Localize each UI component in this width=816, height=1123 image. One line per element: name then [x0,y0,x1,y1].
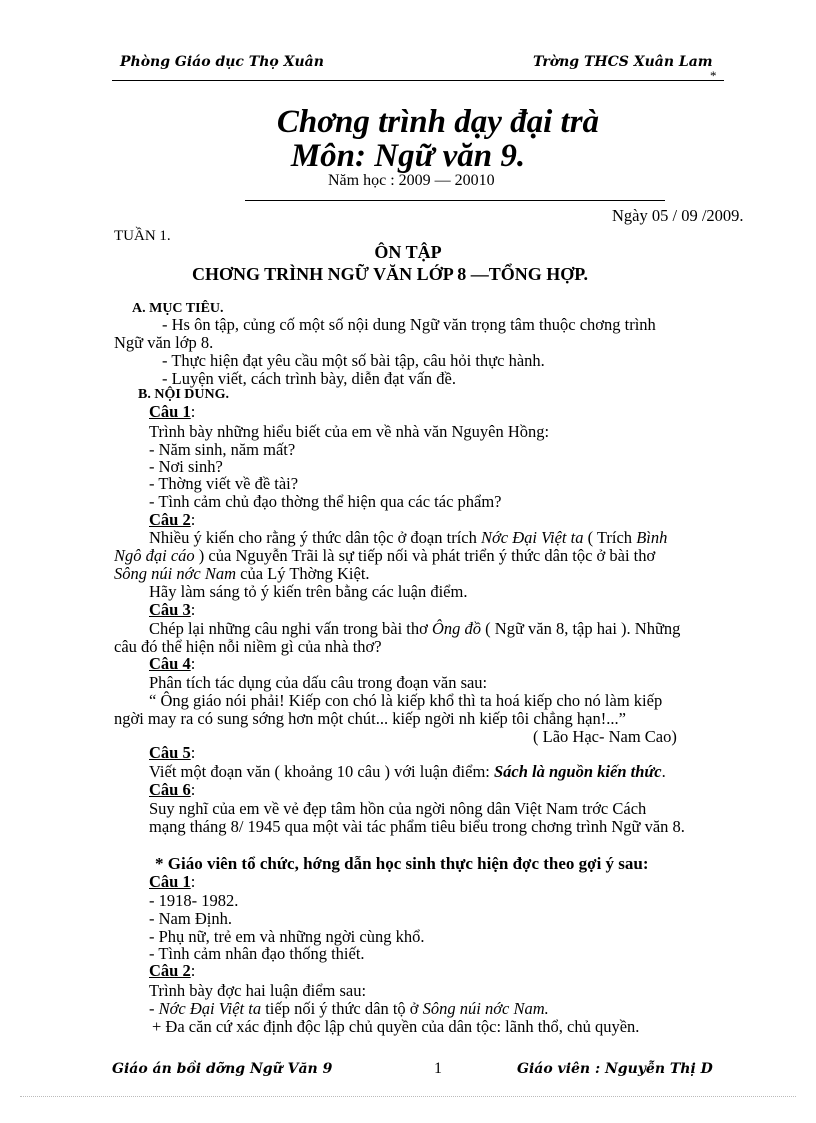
question-5-label: Câu 5: [149,743,196,762]
question-2-line-2: Ngô đại cáo ) của Nguyễn Trãi là sự tiếp nối và phát triển ý thức dân tộc ở bài thơ [114,546,656,565]
header-right: Trờng THCS Xuân Lam [533,54,713,70]
answer-2-line: + Đa căn cứ xác định độc lập chủ quyền của dân tộc: lãnh thổ, chủ quyền. [152,1017,640,1036]
section-a-heading: A. MỤC TIÊU. [132,301,224,316]
page-number: 1 [434,1060,442,1077]
lesson-subtitle: CHƠNG TRÌNH NGỮ VĂN LỚP 8 —TỔNG HỢP. [192,264,589,284]
doc-title: Chơng trình dạy đại trà [276,104,600,140]
question-2-line-4: Hãy làm sáng tỏ ý kiến trên bằng các luận điểm. [149,582,468,601]
question-4-label: Câu 4: [149,654,196,673]
question-6-label: Câu 6: [149,780,196,799]
question-1-intro: Trình bày những hiểu biết của em về nhà văn Nguyên Hồng: [149,422,550,441]
school-year: Năm học : 2009 — 20010 [328,172,495,189]
objective-3: - Luyện viết, cách trình bày, diễn đạt vấn đề. [162,369,456,388]
objective-1: - Hs ôn tập, củng cố một số nội dung Ngữ văn trọng tâm thuộc chơng trình [162,315,656,334]
objective-1-cont: Ngữ văn lớp 8. [114,333,214,352]
question-2-label: Câu 2: [149,510,196,529]
answer-2-line: - Nớc Đại Việt ta tiếp nối ý thức dân tộ ở Sông núi nớc Nam. [149,999,549,1018]
answer-1-line: - 1918- 1982. [149,891,239,910]
footer-left: Giáo án bồi dỡng Ngữ Văn 9 [112,1061,333,1077]
question-4-source: ( Lão Hạc- Nam Cao) [533,727,677,746]
question-5-line-1: Viết một đoạn văn ( khoảng 10 câu ) với luận điểm: Sách là nguồn kiến thức. [149,762,666,781]
answer-1-label: Câu 1: [149,872,196,891]
page-bottom-divider [20,1096,796,1097]
doc-subject: Môn: Ngữ văn 9. [290,138,526,174]
date: Ngày 05 / 09 /2009. [612,206,744,225]
question-4-quote-1: “ Ông giáo nói phải! Kiếp con chó là kiếp khổ thì ta hoá kiếp cho nó làm kiếp [149,691,663,710]
question-3-line-1: Chép lại những câu nghi vấn trong bài thơ Ông đồ ( Ngữ văn 8, tập hai ). Những [149,619,681,638]
guide-heading: * Giáo viên tổ chức, hớng dẫn học sinh thực hiện đợc theo gợi ý sau: [155,854,649,873]
question-2-line-3: Sông núi nớc Nam của Lý Thờng Kiệt. [114,564,370,583]
week-label: TUẦN 1. [114,228,171,244]
question-1-label: Câu 1: [149,402,196,421]
question-1-line: - Tình cảm chủ đạo thờng thể hiện qua các tác phẩm? [149,492,502,511]
section-b-heading: B. NỘI DUNG. [138,387,230,402]
question-6-line-2: mạng tháng 8/ 1945 qua một vài tác phẩm tiêu biểu trong chơng trình Ngữ văn 8. [149,817,685,836]
answer-1-line: - Phụ nữ, trẻ em và những ngời cùng khổ. [149,927,425,946]
question-3-line-2: câu đó thể hiện nỗi niềm gì của nhà thơ? [114,637,382,656]
footer-right: Giáo viên : Nguyễn Thị D [517,1061,713,1077]
answer-2-line: Trình bày đợc hai luận điểm sau: [149,981,367,1000]
objective-2: - Thực hiện đạt yêu cầu một số bài tập, câu hỏi thực hành. [162,351,545,370]
question-3-label: Câu 3: [149,600,196,619]
question-1-line: - Nơi sinh? [149,457,223,476]
header-rule [112,80,724,81]
question-4-line-1: Phân tích tác dụng của dấu câu trong đoạn văn sau: [149,673,488,692]
answer-1-line: - Tình cảm nhân đạo thống thiết. [149,944,365,963]
header-asterisk: * [710,68,717,83]
question-6-line-1: Suy nghĩ của em về vẻ đẹp tâm hồn của ngời nông dân Việt Nam trớc Cách [149,799,647,818]
question-1-line: - Năm sinh, năm mất? [149,440,296,459]
question-2-line-1: Nhiều ý kiến cho rằng ý thức dân tộc ở đoạn trích Nớc Đại Việt ta ( Trích Bình [149,528,668,547]
header-left: Phòng Giáo dục Thọ Xuân [120,54,324,70]
answer-2-label: Câu 2: [149,961,196,980]
lesson-title: ÔN TẬP [374,242,442,262]
question-1-line: - Thờng viết về đề tài? [149,474,299,493]
question-4-quote-2: ngời may ra có sung sớng hơn một chút... kiếp ngời nh kiếp tôi chẳng hạn!...” [114,709,626,728]
title-rule [245,200,665,201]
answer-1-line: - Nam Định. [149,909,232,928]
